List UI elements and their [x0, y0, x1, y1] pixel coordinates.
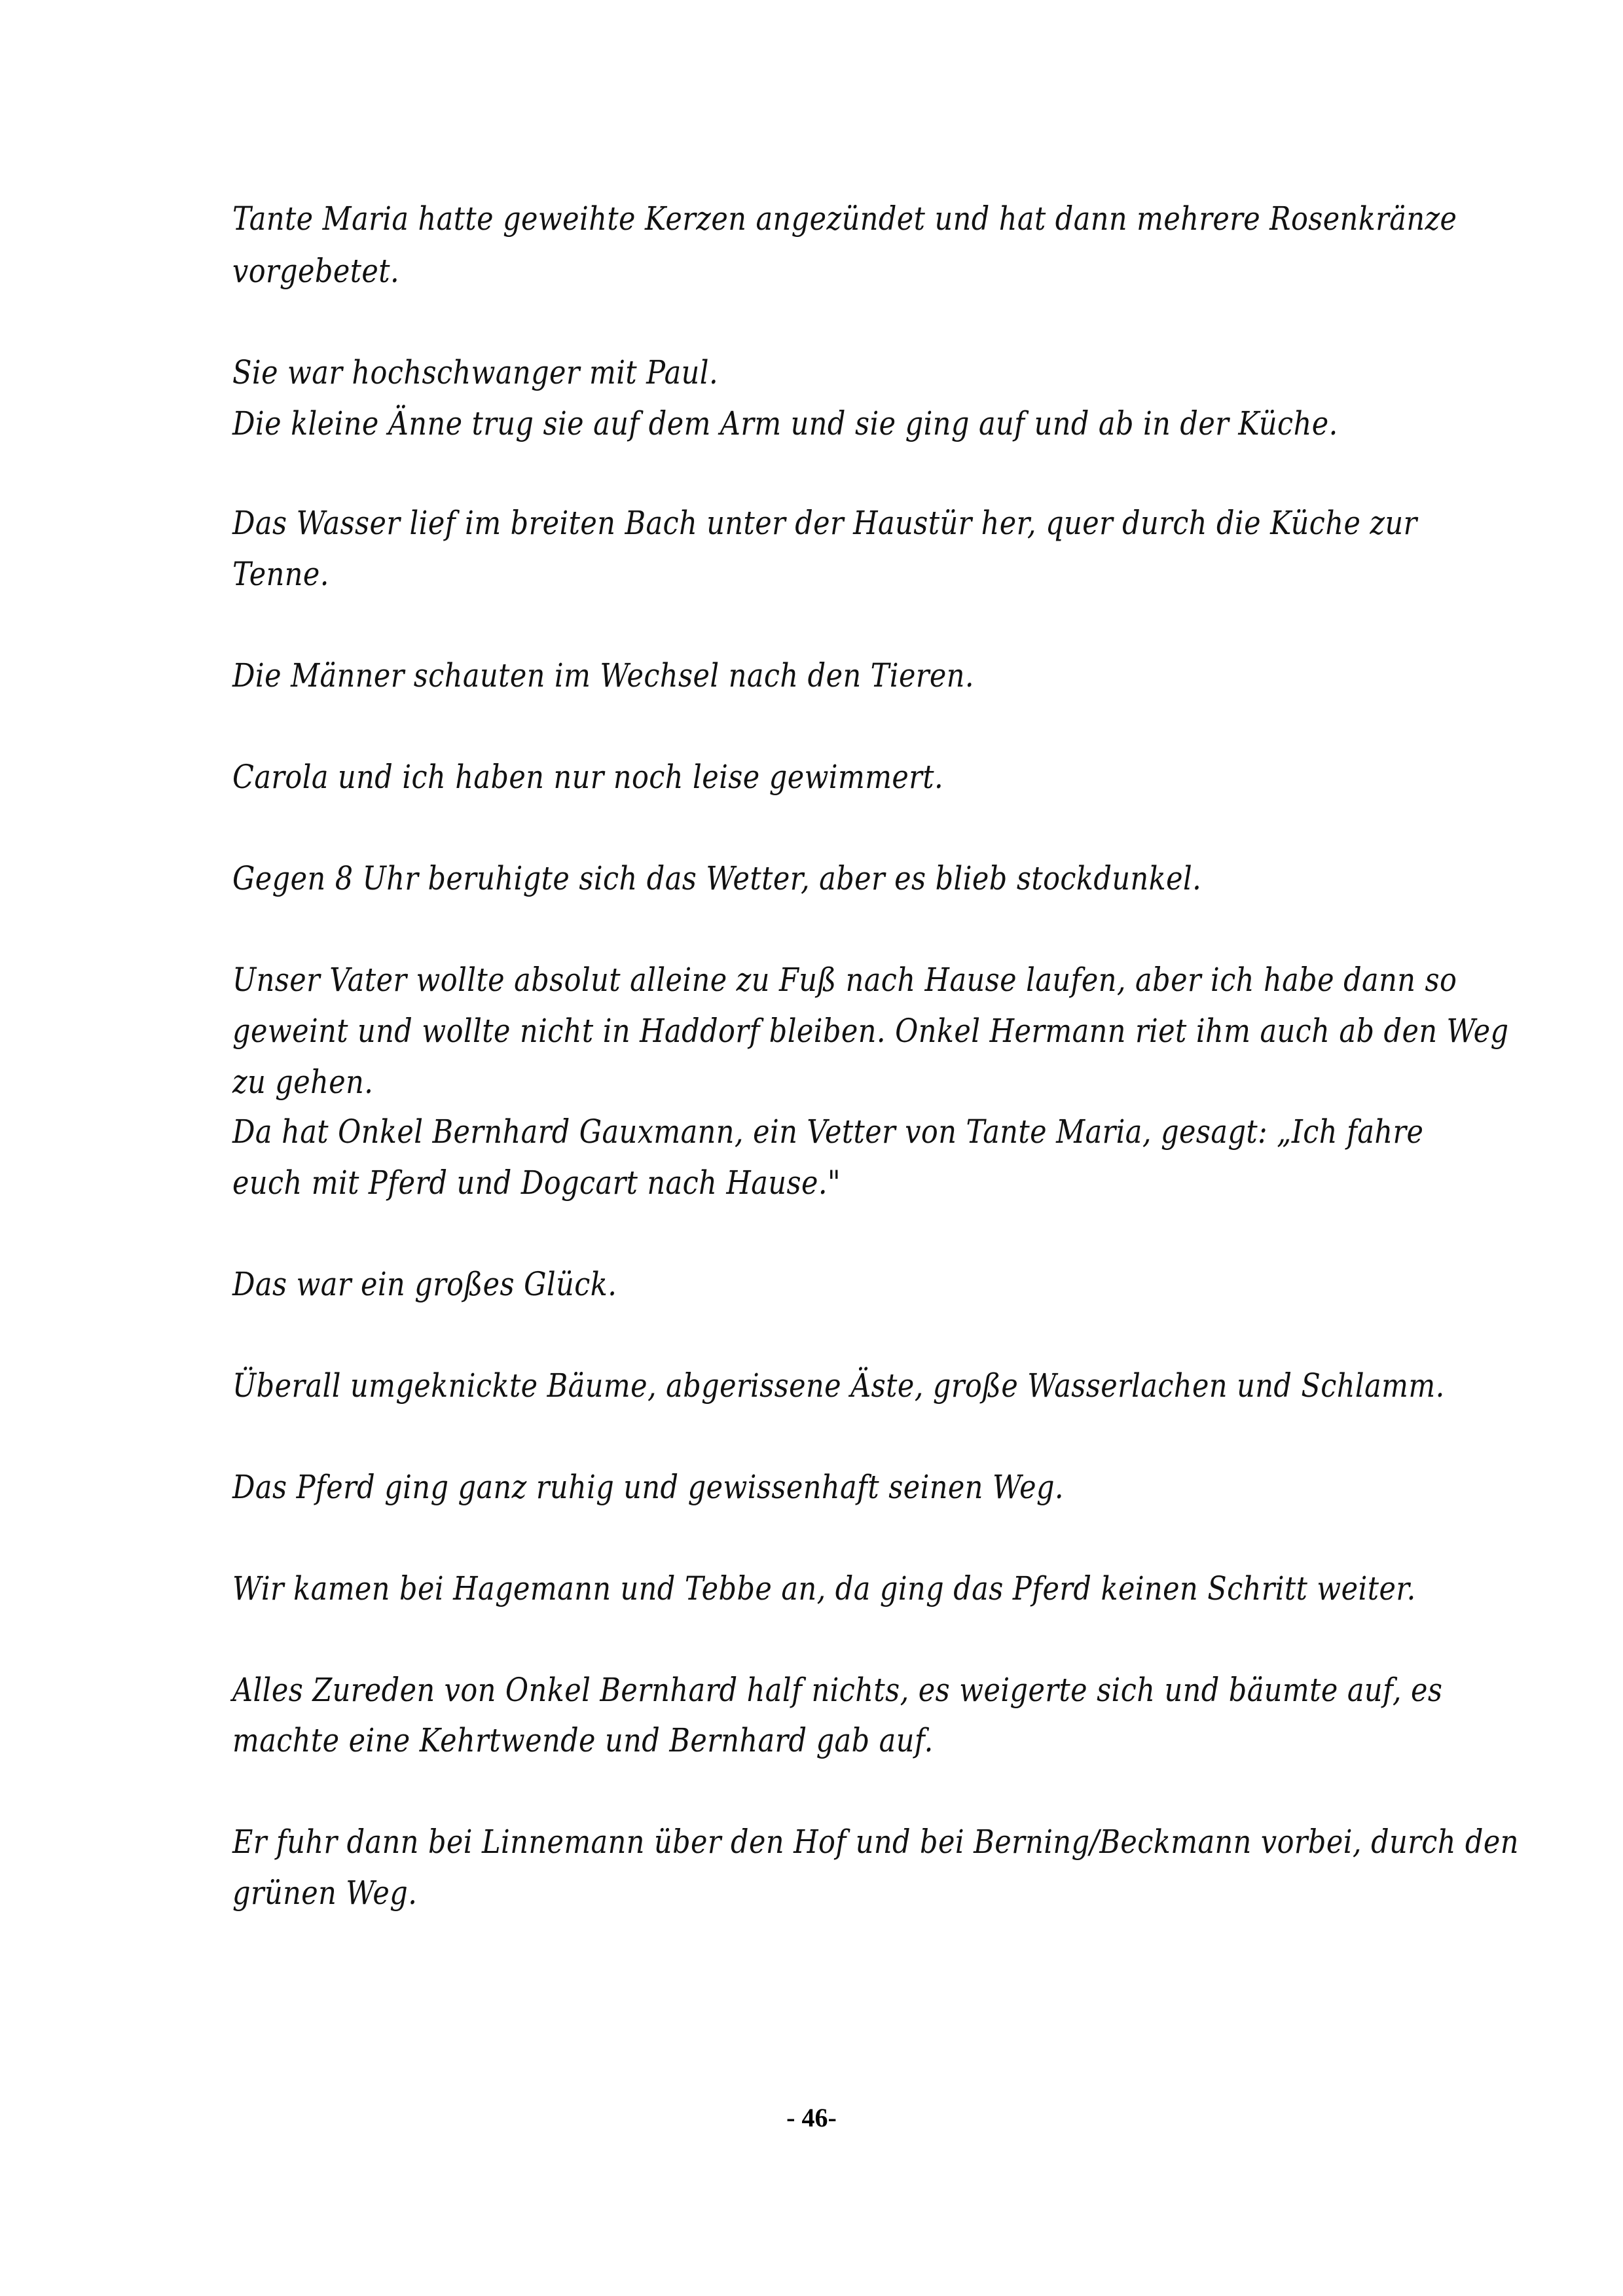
text-line: Carola und ich haben nur noch leise gewimmert.	[232, 758, 944, 796]
text-line: Er fuhr dann bei Linnemann über den Hof und bei Berning/Beckmann vorbei, durch den	[232, 1823, 1519, 1861]
text-line: zu gehen.	[232, 1063, 374, 1101]
text-line: machte eine Kehrtwende und Bernhard gab auf.	[232, 1721, 934, 1759]
text-line: euch mit Pferd und Dogcart nach Hause."	[232, 1164, 841, 1202]
text-line: grünen Weg.	[232, 1874, 418, 1912]
text-line: Sie war hochschwanger mit Paul.	[232, 353, 719, 391]
text-line: Wir kamen bei Hagemann und Tebbe an, da ging das Pferd keinen Schritt weiter.	[232, 1570, 1416, 1607]
text-line: Da hat Onkel Bernhard Gauxmann, ein Vetter von Tante Maria, gesagt: „Ich fahre	[232, 1113, 1424, 1151]
text-line: Unser Vater wollte absolut alleine zu Fuß nach Hause laufen, aber ich habe dann so	[232, 961, 1457, 999]
text-line: Gegen 8 Uhr beruhigte sich das Wetter, aber es blieb stockdunkel.	[232, 859, 1202, 897]
text-line: Tante Maria hatte geweihte Kerzen angezündet und hat dann mehrere Rosenkränze	[232, 200, 1457, 238]
text-line: Überall umgeknickte Bäume, abgerissene Äste, große Wasserlachen und Schlamm.	[232, 1367, 1445, 1405]
text-line: Das war ein großes Glück.	[232, 1265, 617, 1303]
text-line: Die kleine Änne trug sie auf dem Arm und sie ging auf und ab in der Küche.	[232, 404, 1338, 442]
text-line: vorgebetet.	[232, 252, 400, 290]
text-line: Das Pferd ging ganz ruhig und gewissenhaft seinen Weg.	[232, 1468, 1065, 1506]
text-line: geweint und wollte nicht in Haddorf bleiben. Onkel Hermann riet ihm auch ab den Weg	[232, 1012, 1509, 1050]
text-line: Tenne.	[232, 555, 329, 593]
text-line: Die Männer schauten im Wechsel nach den Tieren.	[232, 656, 974, 694]
page-number: - 46-	[786, 2103, 837, 2132]
text-line: Das Wasser lief im breiten Bach unter der Haustür her, quer durch die Küche zur	[232, 504, 1417, 542]
text-line: Alles Zureden von Onkel Bernhard half nichts, es weigerte sich und bäumte auf, es	[232, 1671, 1443, 1709]
